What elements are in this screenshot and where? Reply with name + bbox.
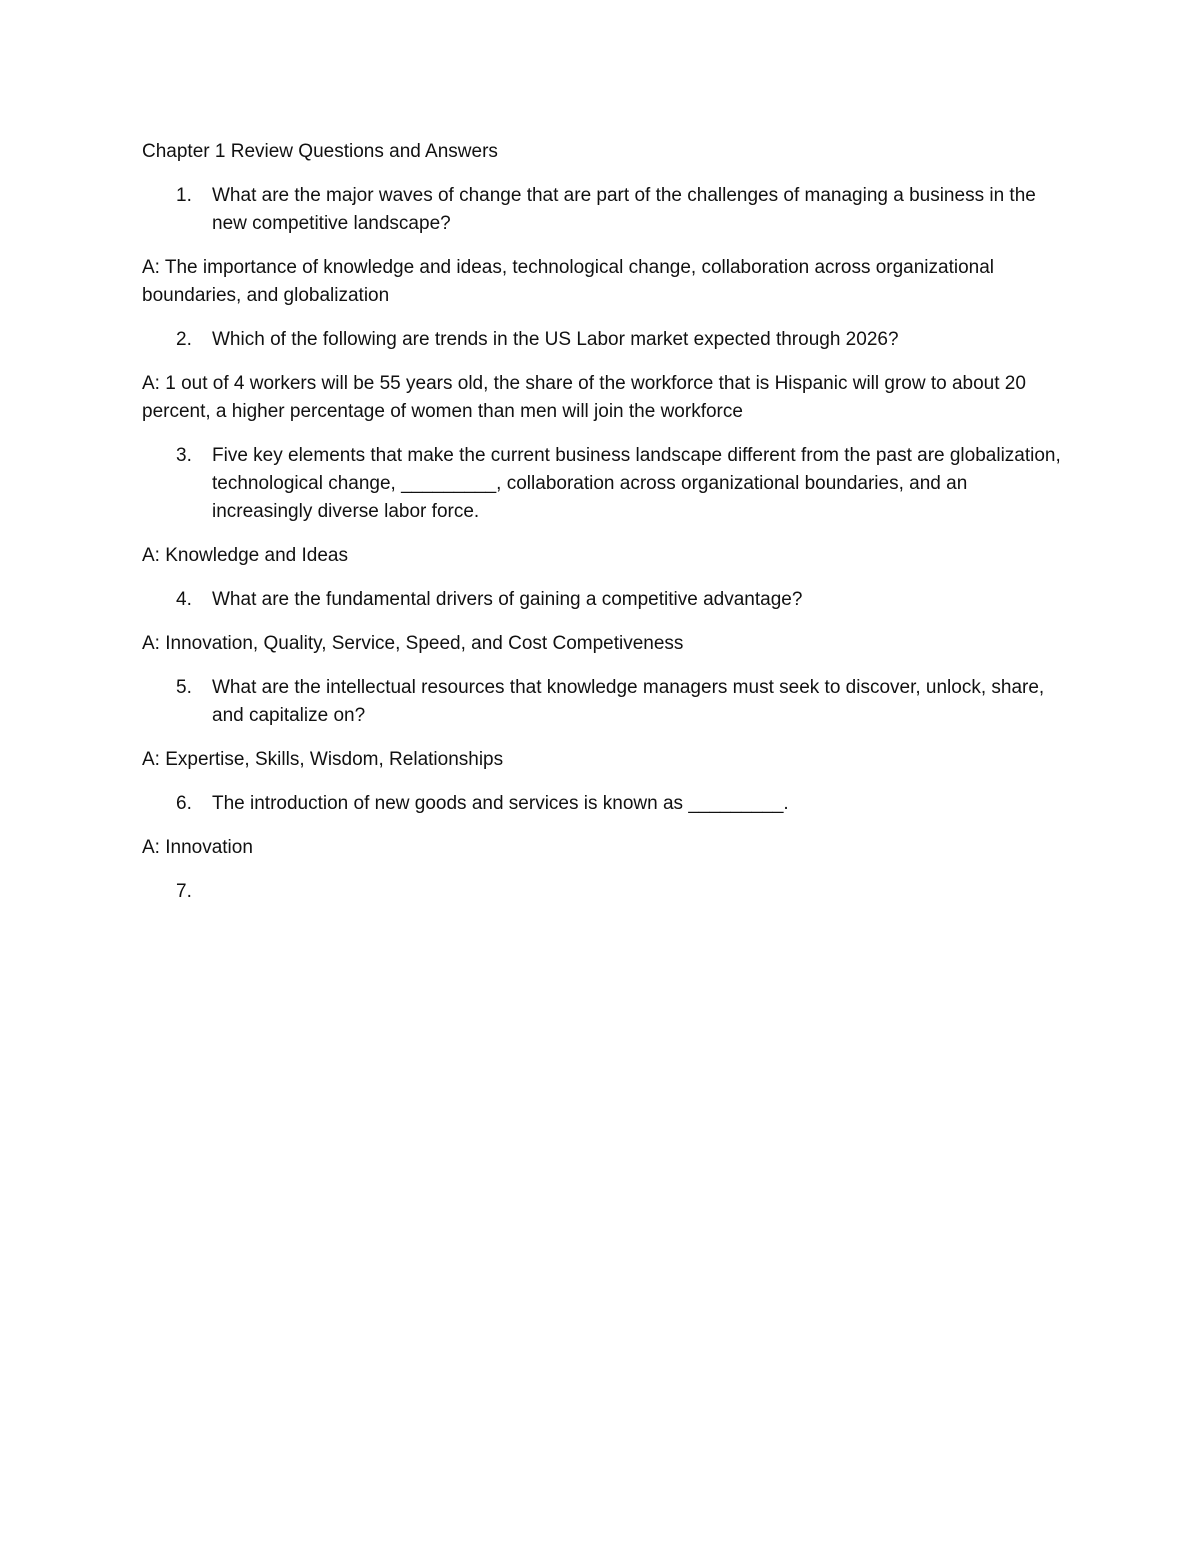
question-text: Five key elements that make the current business landscape different from the past are globalization, technological change, _________, collaboration across organizational boundaries, and an increasingly diverse labor force.	[212, 445, 1061, 522]
question-text: What are the fundamental drivers of gaining a competitive advantage?	[212, 589, 803, 610]
question-text: Which of the following are trends in the US Labor market expected through 2026?	[212, 329, 899, 350]
question-number: 3.	[176, 445, 192, 466]
question-6	[142, 790, 1062, 818]
question-text: What are the intellectual resources that knowledge managers must seek to discover, unlock, share, and capitalize on?	[212, 677, 1045, 726]
question-1	[142, 182, 1062, 238]
question-4	[142, 586, 1062, 614]
question-3	[142, 442, 1062, 526]
document-title: Chapter 1 Review Questions and Answers	[142, 141, 498, 162]
answer-1: A: The importance of knowledge and ideas, technological change, collaboration across organizational boundaries, and globalization	[142, 257, 995, 306]
question-2	[142, 326, 1062, 354]
question-7	[142, 878, 1062, 906]
question-5	[142, 674, 1062, 730]
question-text	[212, 878, 1062, 906]
answer-5: A: Expertise, Skills, Wisdom, Relationships	[142, 749, 504, 770]
document-content	[142, 138, 1062, 922]
question-text: What are the major waves of change that are part of the challenges of managing a business in the new competitive landscape?	[212, 185, 1036, 234]
answer-6: A: Innovation	[142, 837, 253, 858]
question-number: 7.	[176, 881, 192, 902]
question-number: 4.	[176, 589, 192, 610]
question-number: 2.	[176, 329, 192, 350]
answer-2: A: 1 out of 4 workers will be 55 years old, the share of the workforce that is Hispanic will grow to about 20 percent, a higher percentage of women than men will join the workforce	[142, 373, 1026, 422]
question-number: 6.	[176, 793, 192, 814]
question-text: The introduction of new goods and services is known as _________.	[212, 793, 789, 814]
answer-4: A: Innovation, Quality, Service, Speed, and Cost Competiveness	[142, 633, 684, 654]
question-number: 1.	[176, 185, 192, 206]
answer-3: A: Knowledge and Ideas	[142, 545, 348, 566]
question-number: 5.	[176, 677, 192, 698]
